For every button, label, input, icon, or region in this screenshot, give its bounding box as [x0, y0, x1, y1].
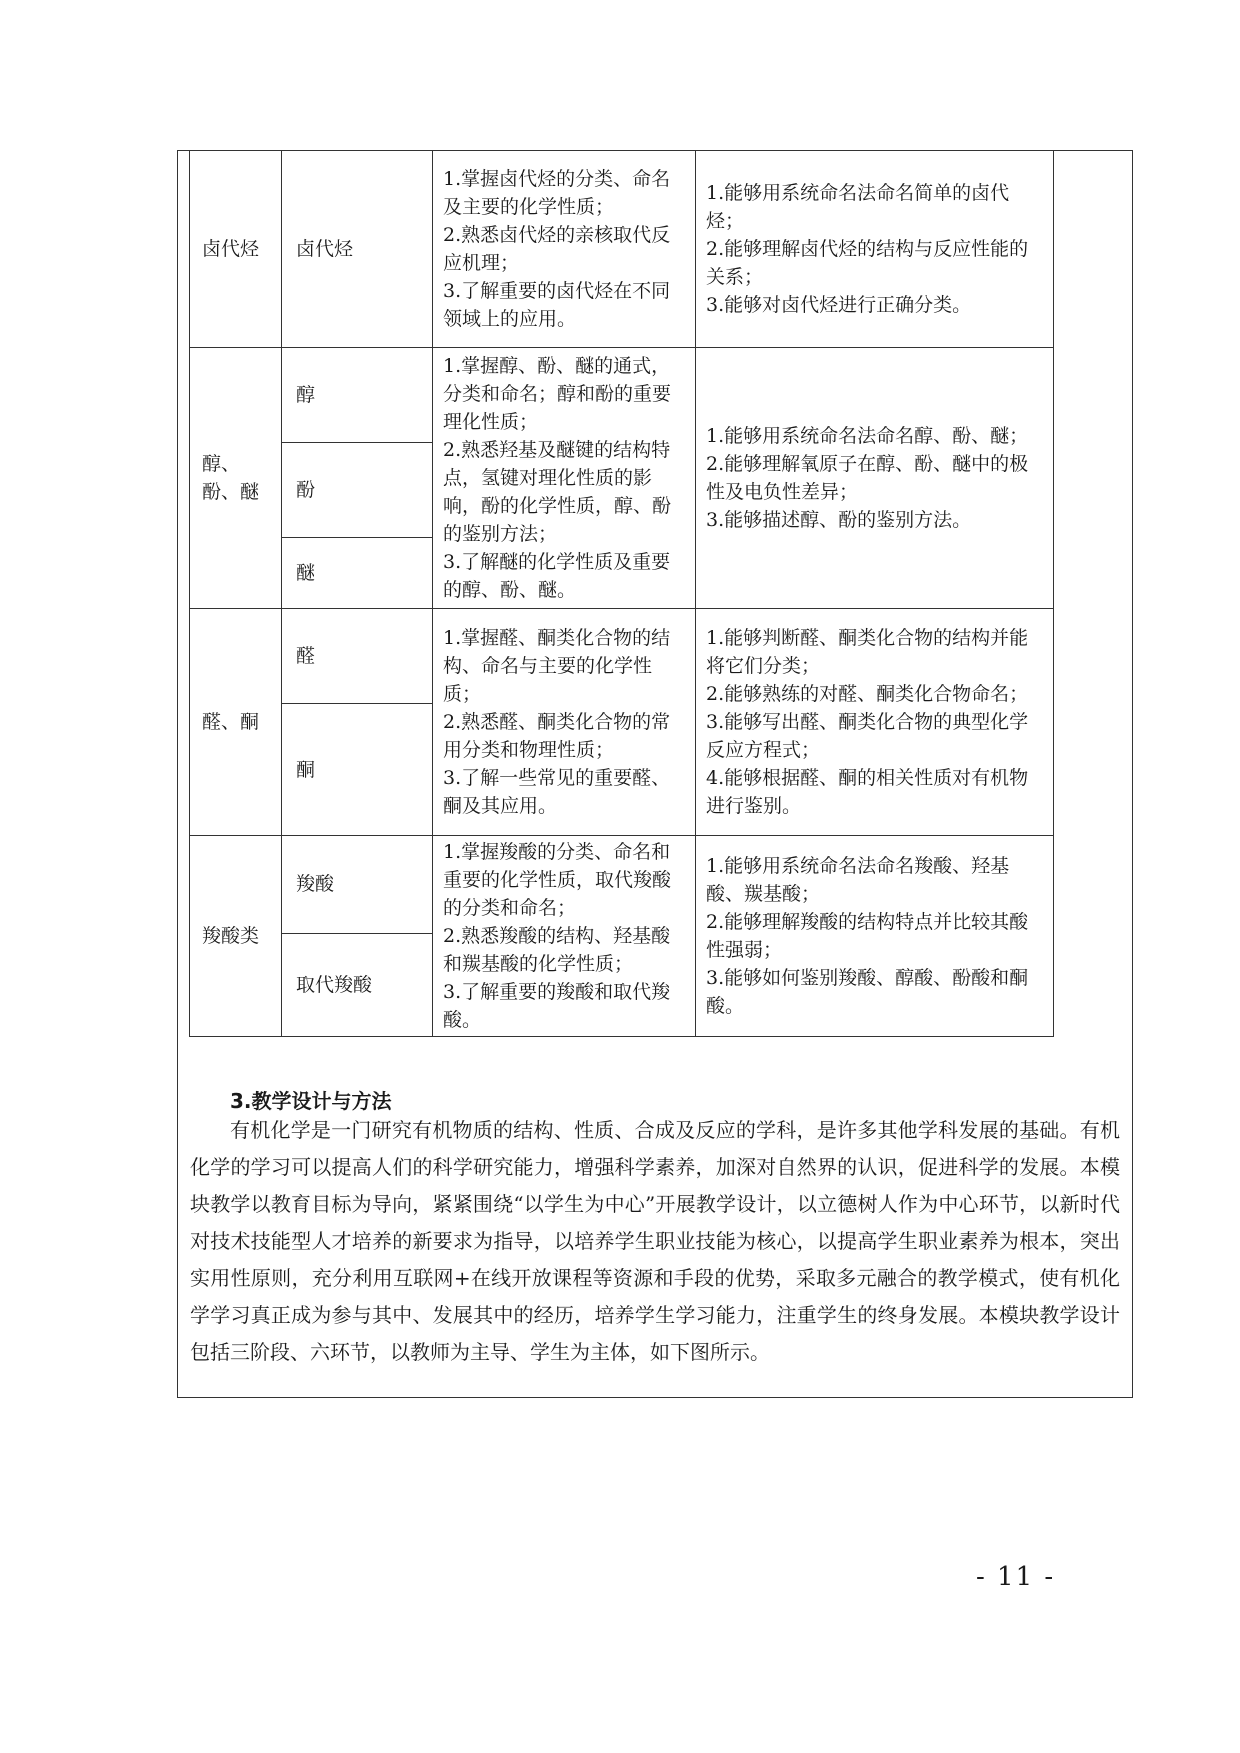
ability-line: 4.能够根据醛、酮的相关性质对有机物进行鉴别。 — [706, 767, 1029, 817]
ability-line: 1.能够判断醛、酮类化合物的结构并能将它们分类； — [706, 627, 1029, 677]
goal-line: 3.了解一些常见的重要醛、酮及其应用。 — [443, 767, 671, 817]
unit-cell: 醇 — [282, 348, 433, 443]
ability-line: 2.能够理解卤代烃的结构与反应性能的关系； — [706, 238, 1029, 288]
category-cell: 醛、酮 — [190, 609, 282, 836]
unit-cell: 酮 — [282, 704, 433, 836]
ability-line: 1.能够用系统命名法命名醇、酚、醚； — [706, 425, 1029, 447]
ability-line: 1.能够用系统命名法命名羧酸、羟基酸、羰基酸； — [706, 855, 1010, 905]
unit-cell: 取代羧酸 — [282, 933, 433, 1036]
goal-line: 2.熟悉羟基及醚键的结构特点，氢键对理化性质的影响，酚的化学性质，醇、酚的鉴别方法； — [443, 439, 672, 545]
curriculum-table — [189, 150, 1054, 1037]
goal-line: 2.熟悉醛、酮类化合物的常用分类和物理性质； — [443, 711, 671, 761]
table-row — [190, 609, 1054, 704]
ability-line: 3.能够写出醛、酮类化合物的典型化学反应方程式； — [706, 711, 1029, 761]
ability-cell — [696, 348, 1054, 609]
goal-line: 3.了解醚的化学性质及重要的醇、酚、醚。 — [443, 551, 671, 601]
ability-line: 2.能够熟练的对醛、酮类化合物命名； — [706, 683, 1029, 705]
page-number: - 11 - — [976, 1562, 1056, 1592]
category-cell: 醇、酚、醚 — [190, 348, 282, 609]
ability-line: 1.能够用系统命名法命名简单的卤代烃； — [706, 182, 1010, 232]
unit-cell: 醛 — [282, 609, 433, 704]
goal-cell — [433, 836, 696, 1037]
category-cell: 羧酸类 — [190, 836, 282, 1037]
ability-cell — [696, 151, 1054, 348]
ability-line: 2.能够理解氧原子在醇、酚、醚中的极性及电负性差异； — [706, 453, 1029, 503]
ability-cell — [696, 609, 1054, 836]
goal-cell — [433, 348, 696, 609]
goal-cell — [433, 151, 696, 348]
goal-line: 1.掌握卤代烃的分类、命名及主要的化学性质； — [443, 168, 671, 218]
goal-line: 1.掌握醇、酚、醚的通式，分类和命名；醇和酚的重要理化性质； — [443, 355, 672, 433]
ability-cell — [696, 836, 1054, 1037]
unit-cell: 酚 — [282, 443, 433, 538]
table-row — [190, 151, 1054, 348]
unit-cell: 羧酸 — [282, 836, 433, 934]
table-row — [190, 836, 1054, 934]
section-body: 有机化学是一门研究有机物质的结构、性质、合成及反应的学科，是许多其他学科发展的基础。有机化学的学习可以提高人们的科学研究能力，增强科学素养，加深对自然界的认识，促进科学的发展。本模块教学以教育目标为导向，紧紧围绕“以学生为中心”开展教学设计，以立德树人作为中心环节，以新时代对技术技能型人才培养的新要求为指导，以培养学生职业技能为核心，以提高学生职业素养为根本，突出实用性原则，充分利用互联网+在线开放课程等资源和手段的优势，采取多元融合的教学模式，使有机化学学习真正成为参与其中、发展其中的经历，培养学生学习能力，注重学生的终身发展。本模块教学设计包括三阶段、六环节，以教师为主导、学生为主体，如下图所示。 — [190, 1118, 1120, 1364]
goal-line: 3.了解重要的卤代烃在不同领域上的应用。 — [443, 280, 671, 330]
goal-cell — [433, 609, 696, 836]
goal-line: 1.掌握醛、酮类化合物的结构、命名与主要的化学性质； — [443, 627, 671, 705]
unit-cell: 卤代烃 — [282, 151, 433, 348]
goal-line: 2.熟悉羧酸的结构、羟基酸和羰基酸的化学性质； — [443, 925, 671, 975]
unit-cell: 醚 — [282, 538, 433, 609]
category-cell: 卤代烃 — [190, 151, 282, 348]
goal-line: 2.熟悉卤代烃的亲核取代反应机理； — [443, 224, 671, 274]
ability-line: 3.能够对卤代烃进行正确分类。 — [706, 294, 972, 316]
ability-line: 3.能够如何鉴别羧酸、醇酸、酚酸和酮酸。 — [706, 967, 1029, 1017]
goal-line: 3.了解重要的羧酸和取代羧酸。 — [443, 981, 671, 1031]
ability-line: 3.能够描述醇、酚的鉴别方法。 — [706, 509, 972, 531]
section-heading: 3.教学设计与方法 — [230, 1089, 392, 1113]
goal-line: 1.掌握羧酸的分类、命名和重要的化学性质，取代羧酸的分类和命名； — [443, 841, 672, 919]
table-row — [190, 348, 1054, 443]
ability-line: 2.能够理解羧酸的结构特点并比较其酸性强弱； — [706, 911, 1029, 961]
